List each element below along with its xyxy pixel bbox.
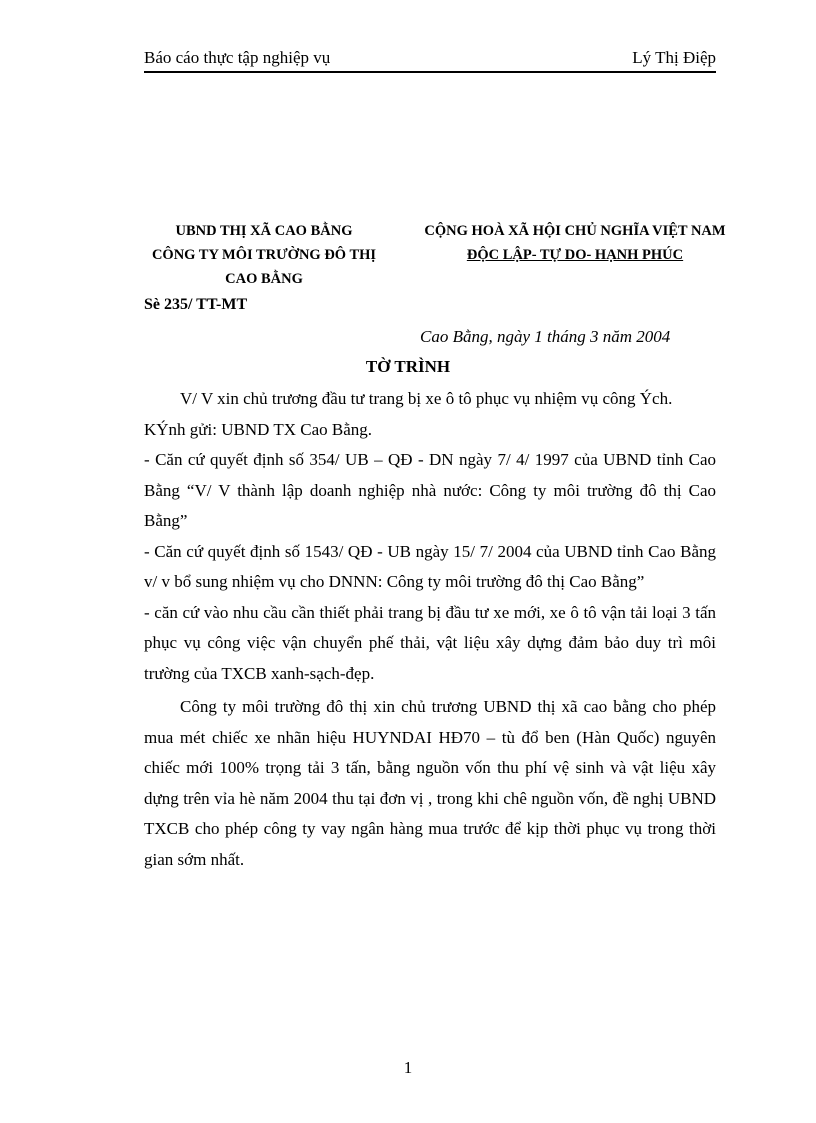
basis-paragraph-3: - căn cứ vào nhu cầu cần thiết phải trang bị đầu tư xe mới, xe ô tô vận tải loại 3 tấn phục vụ công việc vận chuyển phế thải, vật liệu xây dựng đảm bảo duy trì môi trường của TXCB xanh-sạch-đẹp. — [144, 602, 716, 683]
header-author: Lý Thị Điệp — [632, 48, 716, 67]
document-number: Sè 235/ TT-MT — [144, 296, 248, 313]
recipient-line: KÝnh gửi: UBND TX Cao Bằng. — [144, 419, 373, 439]
org-line-1: UBND THỊ XÃ CAO BẰNG — [175, 223, 353, 239]
national-motto: ĐỘC LẬP- TỰ DO- HẠNH PHÚC — [466, 247, 684, 263]
request-paragraph: Công ty môi trường đô thị xin chủ trương UBND thị xã cao bằng cho phép mua mét chiếc xe nhãn hiệu HUYNDAI HĐ70 – tù đổ ben (Hàn Quốc) nguyên chiếc mới 100% trọng tải 3 tấn, bằng nguồn vốn thu phí vệ sinh và vật liệu xây dựng trên vỉa hè năm 2004 thu tại đơn vị , trong khi chê nguồn vốn, đề nghị UBND TXCB cho phép công ty vay ngân hàng mua trước để kịp thời phục vụ trong thời gian sớm nhất. — [144, 697, 716, 869]
basis-paragraph-2: - Căn cứ quyết định số 1543/ QĐ - UB ngày 15/ 7/ 2004 của UBND tỉnh Cao Bằng v/ v bổ sung nhiệm vụ cho DNNN: Công ty môi trường đô thị Cao Bằng” — [144, 541, 716, 591]
org-line-2: CÔNG TY MÔI TRƯỜNG ĐÔ THỊ — [151, 247, 377, 263]
document-body — [144, 384, 716, 875]
document-date: Cao Bằng, ngày 1 tháng 3 năm 2004 — [420, 327, 671, 346]
header-report-title: Báo cáo thực tập nghiệp vụ — [144, 48, 331, 67]
basis-paragraph-1: - Căn cứ quyết định số 354/ UB – QĐ - DN ngày 7/ 4/ 1997 của UBND tỉnh Cao Bằng “V/ V thành lập doanh nghiệp nhà nước: Công ty môi trường đô thị Cao Bằng” — [144, 450, 716, 530]
page-number: 1 — [403, 1058, 413, 1077]
issuing-organization — [140, 219, 388, 291]
document-title: TỜ TRÌNH — [365, 357, 451, 376]
header-divider — [144, 71, 716, 73]
org-line-3: CAO BẰNG — [225, 271, 303, 287]
national-heading — [410, 219, 740, 267]
subject-line: V/ V xin chủ trương đầu tư trang bị xe ô tô phục vụ nhiệm vụ công Ých. — [180, 389, 673, 408]
nation-name: CỘNG HOÀ XÃ HỘI CHỦ NGHĨA VIỆT NAM — [424, 223, 726, 239]
